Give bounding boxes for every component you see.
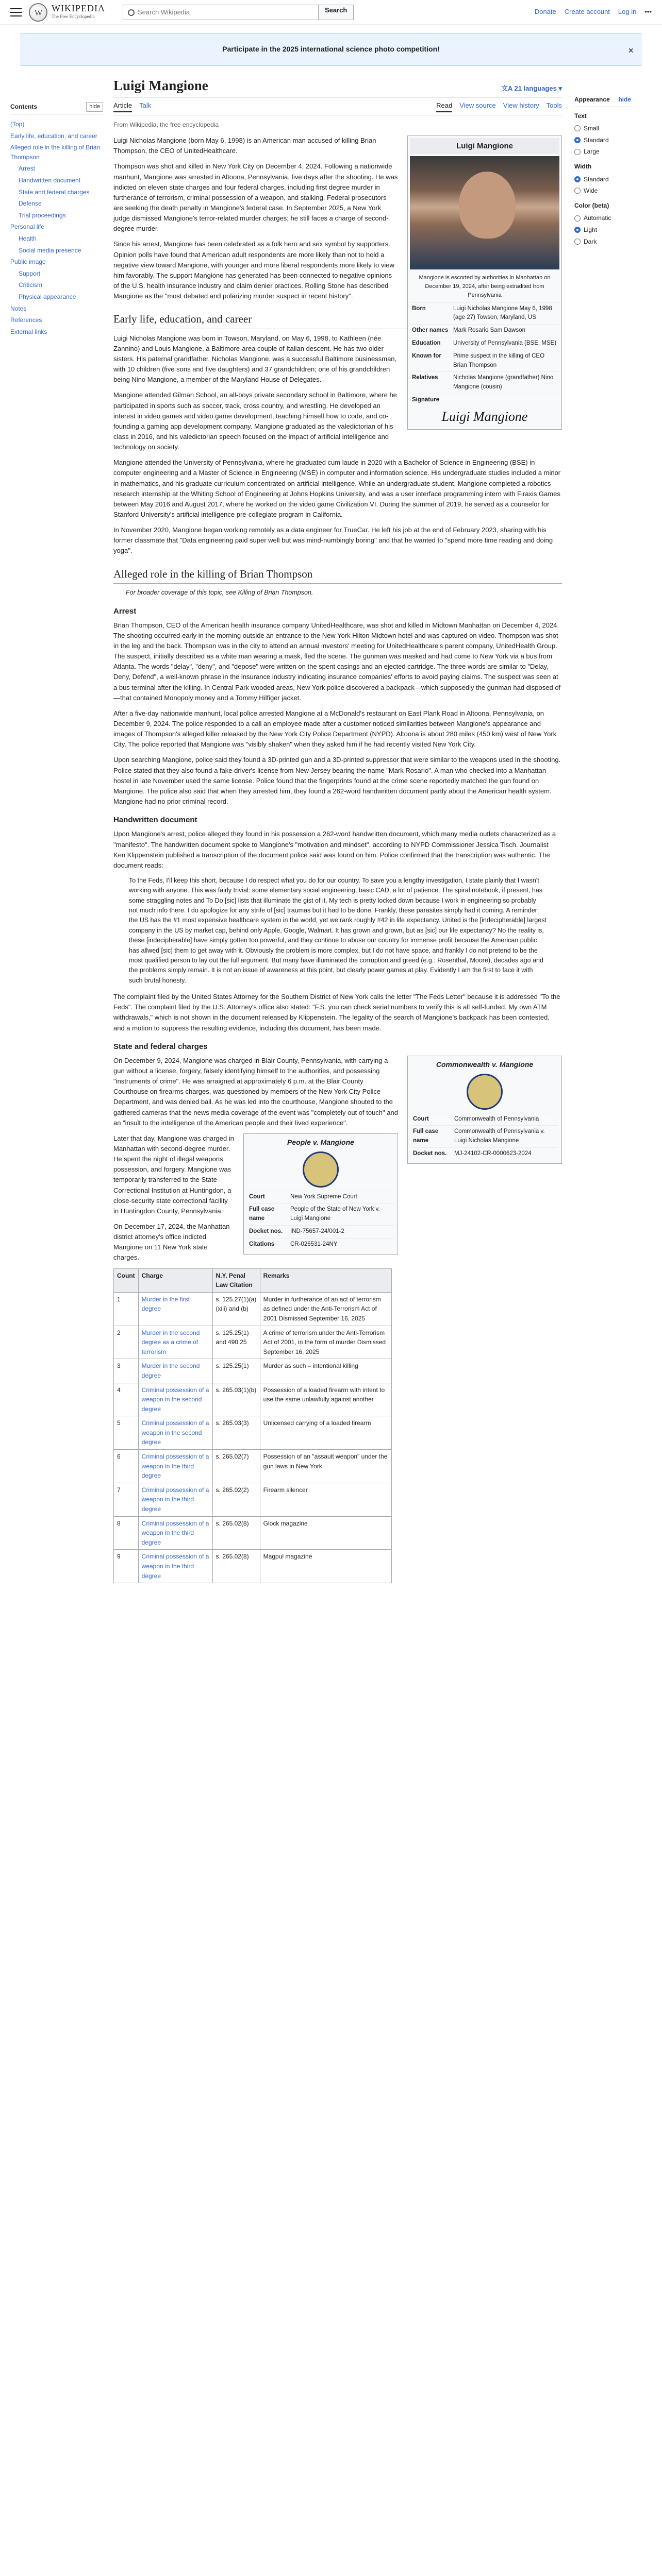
case-box-row xyxy=(411,1125,558,1147)
appearance-option[interactable] xyxy=(574,146,631,158)
case-box-label: Full case name xyxy=(413,1128,439,1144)
case-box-label: Court xyxy=(249,1193,265,1200)
tagline: The Free Encyclopedia xyxy=(52,14,95,20)
table-cell: A crime of terrorism under the Anti-Terrorism Act of 2001, in the form of murder Dismissed September 16, 2025 xyxy=(260,1326,391,1359)
infobox-label: Born xyxy=(412,305,426,312)
table-cell: s. 265.02(2) xyxy=(212,1483,260,1516)
charges-table xyxy=(113,1268,392,1584)
table-cell: Murder in furtherance of an act of terrorism as defined under the Anti-Terrorism Act of 2001 Dismissed September 16, 2025 xyxy=(260,1292,391,1326)
case-box-row xyxy=(247,1191,394,1204)
table-row xyxy=(114,1450,392,1483)
pennsylvania-seal-icon[interactable] xyxy=(467,1074,503,1110)
case-box-value: New York Supreme Court xyxy=(290,1193,357,1200)
create-account-link[interactable]: Create account xyxy=(564,8,610,16)
appearance-hide-button[interactable]: hide xyxy=(618,96,631,103)
appearance-panel xyxy=(574,66,631,1587)
toc-item[interactable]: Personal life xyxy=(10,223,45,231)
radio-icon[interactable] xyxy=(574,215,581,222)
site-sub: From Wikipedia, the free encyclopedia xyxy=(113,121,219,128)
signature-image[interactable]: Luigi Mangione xyxy=(441,409,528,424)
table-cell: s. 265.03(1)(b) xyxy=(212,1383,260,1416)
case-box-row xyxy=(247,1225,394,1238)
appearance-group-label: Width xyxy=(574,162,592,170)
column-header: N.Y. Penal Law Citation xyxy=(212,1268,260,1292)
close-icon[interactable]: × xyxy=(628,45,634,56)
table-cell[interactable]: Criminal possession of a weapon in the third degree xyxy=(138,1483,212,1516)
table-cell[interactable]: Criminal possession of a weapon in the third degree xyxy=(138,1550,212,1583)
toc-item[interactable]: Support xyxy=(19,269,41,277)
infobox-row xyxy=(410,371,559,394)
toc-title: Contents xyxy=(10,103,37,110)
infobox-row xyxy=(410,324,559,337)
paragraph: On December 17, 2024, the Manhattan district attorney's office indicted Mangione on 11 New York state charges. xyxy=(113,1223,230,1262)
infobox-value: Luigi Nicholas Mangione May 6, 1998 (age 27) Towson, Maryland, US xyxy=(453,305,552,321)
toc-item[interactable]: State and federal charges xyxy=(19,188,90,196)
appearance-option-label: Wide xyxy=(584,187,598,195)
table-cell: s. 265.02(8) xyxy=(212,1550,260,1583)
toc-item[interactable]: Handwritten document xyxy=(19,177,81,184)
tab-view-history[interactable]: View history xyxy=(503,101,539,110)
table-row xyxy=(114,1516,392,1550)
main-menu-icon[interactable] xyxy=(10,8,22,16)
table-cell[interactable]: Criminal possession of a weapon in the second degree xyxy=(138,1416,212,1450)
table-cell: 2 xyxy=(114,1326,139,1359)
appearance-option-label: Large xyxy=(584,148,600,156)
section-heading-alleged-role: Alleged role in the killing of Brian Thompson xyxy=(113,566,562,584)
infobox-label: Known for xyxy=(412,352,441,359)
infobox xyxy=(407,135,562,430)
page-tabs xyxy=(113,97,562,115)
table-cell: 1 xyxy=(114,1292,139,1326)
toc-item[interactable]: Social media presence xyxy=(19,246,81,254)
site-notice-banner xyxy=(21,33,641,66)
table-row xyxy=(114,1550,392,1583)
case-box-title: Commonwealth v. Mangione xyxy=(436,1060,534,1069)
infobox-row xyxy=(410,350,559,372)
infobox-row xyxy=(410,337,559,350)
toc-item[interactable]: Trial proceedings xyxy=(19,211,66,219)
infobox-row xyxy=(410,302,559,325)
toc-item[interactable]: (Top) xyxy=(10,121,25,128)
wordmark: WIKIPEDIA xyxy=(52,3,105,13)
table-row xyxy=(114,1292,392,1326)
table-cell[interactable]: Murder in the first degree xyxy=(138,1292,212,1326)
case-box-value: People of the State of New York v. Luigi Mangione xyxy=(290,1206,380,1222)
case-box-row xyxy=(411,1147,558,1160)
radio-icon[interactable] xyxy=(574,125,581,131)
table-cell[interactable]: Criminal possession of a weapon in the second degree xyxy=(138,1383,212,1416)
radio-icon[interactable] xyxy=(574,149,581,155)
table-cell: Glock magazine xyxy=(260,1516,391,1550)
paragraph: Later that day, Mangione was charged in Manhattan with second-degree murder. He spent the night of illegal weapons possession, and forgery. Mangione was temporarily transferred to the State Correctional Institution at Huntingdon, a close-security state correctional facility in Huntingdon County, Pennsylvania. xyxy=(113,1134,234,1215)
language-count: 21 languages xyxy=(514,84,557,93)
section-heading-handwritten-document: Handwritten document xyxy=(113,816,197,825)
appearance-option[interactable] xyxy=(574,185,631,197)
table-row xyxy=(114,1416,392,1450)
table-cell[interactable]: Murder in the second degree xyxy=(138,1359,212,1383)
table-cell[interactable]: Criminal possession of a weapon in the third degree xyxy=(138,1450,212,1483)
donate-link[interactable]: Donate xyxy=(534,8,556,16)
toc-item[interactable]: Early life, education, and career xyxy=(10,132,97,140)
infobox-caption: Mangione is escorted by authorities in Manhattan on December 19, 2024, after being extradited from Pennsylvania xyxy=(419,275,551,299)
column-header: Remarks xyxy=(260,1268,391,1292)
section-heading-charges: State and federal charges xyxy=(113,1042,208,1051)
case-box-value: CR-026531-24NY xyxy=(290,1241,338,1247)
table-cell: s. 265.02(8) xyxy=(212,1516,260,1550)
main-content xyxy=(113,66,562,1587)
table-cell: s. 265.03(3) xyxy=(212,1416,260,1450)
case-box-row xyxy=(247,1238,394,1251)
table-cell[interactable]: Criminal possession of a weapon in the third degree xyxy=(138,1516,212,1550)
table-row xyxy=(114,1483,392,1516)
table-cell: Murder as such – intentional killing xyxy=(260,1359,391,1383)
search-button[interactable]: Search xyxy=(319,5,354,20)
case-box-value: Commonwealth of Pennsylvania v. Luigi Nicholas Mangione xyxy=(454,1128,545,1144)
case-box-commonwealth xyxy=(407,1056,562,1164)
wikipedia-logo[interactable] xyxy=(29,3,105,22)
infobox-value: University of Pennsylvania (BSE, MSE) xyxy=(453,340,557,346)
radio-icon[interactable] xyxy=(574,137,581,143)
case-box-label: Docket nos. xyxy=(413,1150,447,1157)
toc-item[interactable]: Alleged role in the killing of Brian Thompson xyxy=(10,144,101,161)
toc-header xyxy=(10,102,103,114)
appearance-option[interactable] xyxy=(574,174,631,185)
table-cell: Magpul magazine xyxy=(260,1550,391,1583)
paragraph: Thompson was shot and killed in New York City on December 4, 2024. Following a nationwide manhunt, Mangione was arrested in Altoona, Pennsylvania, five days after the shooting. He was indicted on eleven state charges and four federal charges, including first degree murder in furtherance of terrorism, criminal possession of a weapon, and stalking. Federal prosecutors are seeking the death penalty in Mangione's federal case. In September 2025, a New York judge dismissed Mangione's terror-related murder charges; he still faces a charge of second-degree murder. xyxy=(113,162,398,233)
appearance-title: Appearance xyxy=(574,96,610,103)
case-box-row xyxy=(247,1203,394,1225)
page-title: Luigi Mangione xyxy=(113,78,208,93)
appearance-option[interactable] xyxy=(574,212,631,224)
table-cell: Firearm silencer xyxy=(260,1483,391,1516)
paragraph: Upon Mangione's arrest, police alleged they found in his possession a 262-word handwritten document, which many media outlets characterized as a "manifesto". The handwritten document spoke to Mangione's "motivation and mindset", according to NYPD Commissioner Jessica Tisch. Journalist Ken Klippenstein published a transcription of the document police said was found on him. Police confirmed that the transcription was authentic. The document reads: xyxy=(113,830,556,869)
case-box-value: IND-75657-24/001-2 xyxy=(290,1228,344,1235)
table-row xyxy=(114,1383,392,1416)
radio-icon[interactable] xyxy=(574,227,581,233)
more-options-icon[interactable]: ••• xyxy=(644,8,652,16)
case-box-value: Commonwealth of Pennsylvania xyxy=(454,1115,539,1122)
tab-article[interactable]: Article xyxy=(113,100,132,112)
globe-icon xyxy=(29,3,47,22)
appearance-option-label: Automatic xyxy=(584,214,611,222)
appearance-group-label: Color (beta) xyxy=(574,201,609,209)
toc-hide-button[interactable]: hide xyxy=(86,102,103,112)
appearance-group-label: Text xyxy=(574,112,587,120)
case-box-row xyxy=(411,1113,558,1126)
case-box-label: Docket nos. xyxy=(249,1228,283,1235)
infobox-value: Mark Rosario Sam Dawson xyxy=(453,327,525,334)
infobox-value: Nicholas Mangione (grandfather) Nino Mangione (cousin) xyxy=(453,375,554,391)
table-row xyxy=(114,1326,392,1359)
paragraph: Mangione attended Gilman School, an all-boys private secondary school in Baltimore, where he participated in sports such as soccer, track, cross country, and wrestling. He developed an interest in video games and video game development, teaching himself how to code, and co-founding a gaming app development company. Mangione graduated as the valedictorian of his class in 2016, and his valedictorian speech focused on the impact of artificial intelligence and technology on society. xyxy=(113,391,397,451)
table-cell: Unlicensed carrying of a loaded firearm xyxy=(260,1416,391,1450)
paragraph: Luigi Nicholas Mangione (born May 6, 1998) is an American man accused of killing Brian Thompson, the CEO of UnitedHealthcare. xyxy=(113,137,376,155)
tab-read[interactable]: Read xyxy=(436,100,452,112)
table-row xyxy=(114,1359,392,1383)
table-cell: Possession of a loaded firearm with intent to use the same unlawfully against another xyxy=(260,1383,391,1416)
table-cell: 8 xyxy=(114,1516,139,1550)
appearance-option-label: Standard xyxy=(584,175,609,183)
toc-item[interactable]: Criticism xyxy=(19,281,42,289)
paragraph: The complaint filed by the United States Attorney for the Southern District of New York calls the letter "The Feds Letter" because it is addressed "To the Feds". The complaint filed by the U.S. Attorney's office also stated: "F.S. you can check serial numbers to verify this is all self-funded. My own ATM withdrawals," which is not shown in the document released by Klippenstein. The legality of the search of Mangione's backpack has been contested, and a motion to suppress the resulting evidence, including this document, has been made. xyxy=(113,993,560,1032)
table-cell: 4 xyxy=(114,1383,139,1416)
infobox-label: Education xyxy=(412,340,441,346)
table-cell: s. 125.27(1)(a)(xiii) and (b) xyxy=(212,1292,260,1326)
table-cell: 6 xyxy=(114,1450,139,1483)
appearance-header xyxy=(574,95,631,107)
toc-item[interactable]: References xyxy=(10,316,42,324)
table-cell[interactable]: Murder in the second degree as a crime of terrorism xyxy=(138,1326,212,1359)
toc-item[interactable]: Defense xyxy=(19,200,42,208)
appearance-option[interactable] xyxy=(574,224,631,236)
toc-item[interactable]: Notes xyxy=(10,304,27,312)
case-box-value: MJ-24102-CR-0000623-2024 xyxy=(454,1150,532,1157)
site-header xyxy=(0,0,662,25)
column-header: Charge xyxy=(138,1268,212,1292)
infobox-row xyxy=(410,394,559,406)
radio-icon[interactable] xyxy=(574,239,581,245)
tab-talk[interactable]: Talk xyxy=(139,101,152,110)
toc-item[interactable]: External links xyxy=(10,328,47,335)
toc-item[interactable]: Public image xyxy=(10,258,46,266)
table-cell: s. 125.25(1) xyxy=(212,1359,260,1383)
section-heading-arrest: Arrest xyxy=(113,606,137,616)
appearance-option-label: Standard xyxy=(584,136,609,144)
table-cell: Possession of an "assault weapon" under the gun laws in New York xyxy=(260,1450,391,1483)
paragraph: Upon searching Mangione, police said they found a 3D-printed gun and a 3D-printed suppressor that were similar to the weapons used in the shooting. Police stated that they also found a fake driver's license from New Jersey bearing the name "Mark Rosario". A man who checked into a Manhattan hostel in late November used the same license. Police found that the fingerprints found at the crime scene reportedly matched the gun found on Mangione. The police also said that when they arrested him, they found a 262-word handwritten document partly about the American health system. Mangione had no prior criminal record. xyxy=(113,756,561,806)
appearance-option-label: Small xyxy=(584,125,600,132)
toc-item[interactable]: Arrest xyxy=(19,165,36,173)
appearance-option-label: Light xyxy=(584,226,598,233)
hatnote: For broader coverage of this topic, see Killing of Brian Thompson. xyxy=(126,589,313,597)
paragraph: Luigi Nicholas Mangione was born in Towson, Maryland, on May 6, 1998, to Kathleen (née Zannino) and Louis Mangione, a Baltimore-area couple of Italian descent. He has two older sisters. His paternal grandfather, Nicholas Mangione, was a successful Baltimore businessman, with 10 children (five sons and five daughters) and 37 grandchildren; one of his grandchildren being Nino Mangione, a member of the Maryland House of Delegates. xyxy=(113,334,397,384)
infobox-photo[interactable] xyxy=(410,156,559,269)
tab-tools[interactable]: Tools xyxy=(546,101,562,110)
table-cell: s. 125.25(1) and 490.25 xyxy=(212,1326,260,1359)
paragraph: Brian Thompson, CEO of the American health insurance company UnitedHealthcare, was shot and killed in Midtown Manhattan on December 4, 2024. The shooting occurred early in the morning outside an entrance to the New York Hilton Midtown hotel and was captured on video. Thompson was shot in the leg and the back. Thompson was in the city to attend an annual investors' meeting for UnitedHealthcare's parent company, UnitedHealth Group. The suspect, initially described as a white man wearing a mask, fled the scene. The gunman was masked and had come to New York via a bus from Atlanta. The words "delay", "deny", and "depose" were written on the spent casings and an ejected cartridge. The three words are similar to "Delay, Deny, Defend", a well-known phrase in the insurance industry indicating insurance companies' efforts to avoid paying claims. The suspect was seen at a bus terminal after the killing. In Central Park wooded areas, New York police discovered a backpack—which supposedly the gunman had disposed of—that contained Monopoly money and a Tommy Hilfiger jacket. xyxy=(113,621,561,702)
case-box-label: Court xyxy=(413,1115,429,1122)
paragraph: On December 9, 2024, Mangione was charged in Blair County, Pennsylvania, with carrying a gun without a license, forgery, falsely identifying himself to the authorities, and possessing "instruments of crime". He was arraigned at approximately 6 p.m. at the Blair County Courthouse on firearms charges, was questioned by members of the New York City Police Department, and was denied bail. As he was led into the courthouse, Mangione shouted to the gathered cameras that the news media coverage of the event was "completely out of touch" and an "insult to the intelligence of the American people and their lived experience". xyxy=(113,1056,398,1127)
table-cell: s. 265.02(7) xyxy=(212,1450,260,1483)
radio-icon[interactable] xyxy=(574,176,581,182)
paragraph: In November 2020, Mangione began working remotely as a data engineer for TrueCar. He left his job at the end of February 2023, sharing with his former classmate that "Data engineering paid super well but was mind-numbingly boring" and that he wanted to "spend more time reading and doing yoga". xyxy=(113,526,553,555)
table-of-contents xyxy=(10,66,103,1587)
tab-view-source[interactable]: View source xyxy=(459,101,496,110)
appearance-option-label: Dark xyxy=(584,238,597,245)
blockquote: To the Feds, I'll keep this short, because I do respect what you do for our country. To save you a lengthy investigation, I state plainly that I wasn't working with anyone. This was fairly trivial: some elementary social engineering, basic CAD, a lot of patience. The spiral notebook, if present, has some straggling notes and To Do [sic] lists that illuminate the gist of it. My tech is pretty locked down because I work in engineering so probably not much info there. I do apologize for any strife of [sic] traumas but it had to be done. Frankly, these parasites simply had it coming. A reminder: the US has the #1 most expensive healthcare system in the world, yet we rank roughly #42 in life expectancy. United is the [indecipherable] largest company in the US by market cap, behind only Apple, Google, Walmart. It has grown and grown, but as [sic] our life expectancy? No the reality is, these [indecipherable] have simply gotten too powerful, and they continue to abuse our country for immense profit because the American public has allwed [sic] them to get away with it. Obviously the problem is more complex, but I do not have space, and frankly I do not pretend to be the most qualified person to lay out the full argument. But many have illuminated the corruption and greed (e.g.: Rosenthal, Moore), decades ago and the problems simply remain. It is not an issue of awareness at this point, but clearly power games at play. Evidently I am the first to face it with such brutal honesty. xyxy=(129,876,547,984)
new-york-seal-icon[interactable] xyxy=(303,1151,339,1188)
infobox-label: Other names xyxy=(412,327,449,334)
table-cell: 7 xyxy=(114,1483,139,1516)
language-button[interactable]: 文A 21 languages ▾ xyxy=(501,84,562,93)
case-box-label: Full case name xyxy=(249,1206,275,1222)
toc-item[interactable]: Health xyxy=(19,234,37,242)
appearance-option[interactable] xyxy=(574,123,631,134)
paragraph: Since his arrest, Mangione has been celebrated as a folk hero and sex symbol by supporters. Opinion polls have found that American adult respondents are more likely than not to hold a negative view toward Mangione, with younger and more liberal respondents more likely to view him favorably. The support Mangione has generated has been connected to negative opinions of the U.S. health insurance industry and claim denier practices. Rolling Stone has described Mangione as the "most debated and polarizing murder suspect in recent history". xyxy=(113,240,394,300)
paragraph: Mangione attended the University of Pennsylvania, where he graduated cum laude in 2020 with a Bachelor of Science in Engineering (BSE) in computer engineering and a Master of Science in Engineering (MSE) in computer and information science. His undergraduate studies included a minor in mathematics, and his graduate curriculum concentrated on artificial intelligence. While an undergraduate student, Mangione completed a robotics research internship at the Whiting School of Engineering at Johns Hopkins University, and was a user interface programming intern with Firaxis Games between May 2016 and August 2017, where he worked on the video game Civilization VI. During the summer of 2019, he served as a counselor for Stanford University's artificial intelligence pre-collegiate program in California. xyxy=(113,459,561,519)
table-cell: 5 xyxy=(114,1416,139,1450)
appearance-option[interactable] xyxy=(574,134,631,146)
infobox-label: Signature xyxy=(412,397,440,403)
column-header: Count xyxy=(114,1268,139,1292)
case-box-people xyxy=(243,1133,398,1255)
search-form xyxy=(123,5,354,20)
table-cell: 9 xyxy=(114,1550,139,1583)
radio-icon[interactable] xyxy=(574,188,581,194)
login-link[interactable]: Log in xyxy=(618,8,637,16)
infobox-label: Relatives xyxy=(412,375,438,381)
table-cell: 3 xyxy=(114,1359,139,1383)
banner-text[interactable]: Participate in the 2025 international science photo competition! xyxy=(222,45,440,54)
section-heading-early-life: Early life, education, and career xyxy=(113,311,562,329)
case-box-title: People v. Mangione xyxy=(287,1138,354,1146)
user-links xyxy=(535,7,652,17)
appearance-option[interactable] xyxy=(574,236,631,248)
paragraph: After a five-day nationwide manhunt, local police arrested Mangione at a McDonald's restaurant on East Plank Road in Altoona, Pennsylvania, on December 9, 2024. The police responded to a call an employee made after a customer noticed similarities between Mangione's appearance and images of Thompson's alleged killer released by the New York City Police Department (NYPD). Altoona is about 280 miles (450 km) west of New York City. The police reported that Mangione was "visibly shaken" when they asked him if he had recently visited New York City. xyxy=(113,709,557,749)
case-box-label: Citations xyxy=(249,1241,275,1247)
infobox-title: Luigi Mangione xyxy=(410,138,559,154)
search-input[interactable]: Search Wikipedia xyxy=(123,5,319,20)
toc-item[interactable]: Physical appearance xyxy=(19,293,76,300)
infobox-value: Prime suspect in the killing of CEO Brian Thompson xyxy=(453,352,545,368)
